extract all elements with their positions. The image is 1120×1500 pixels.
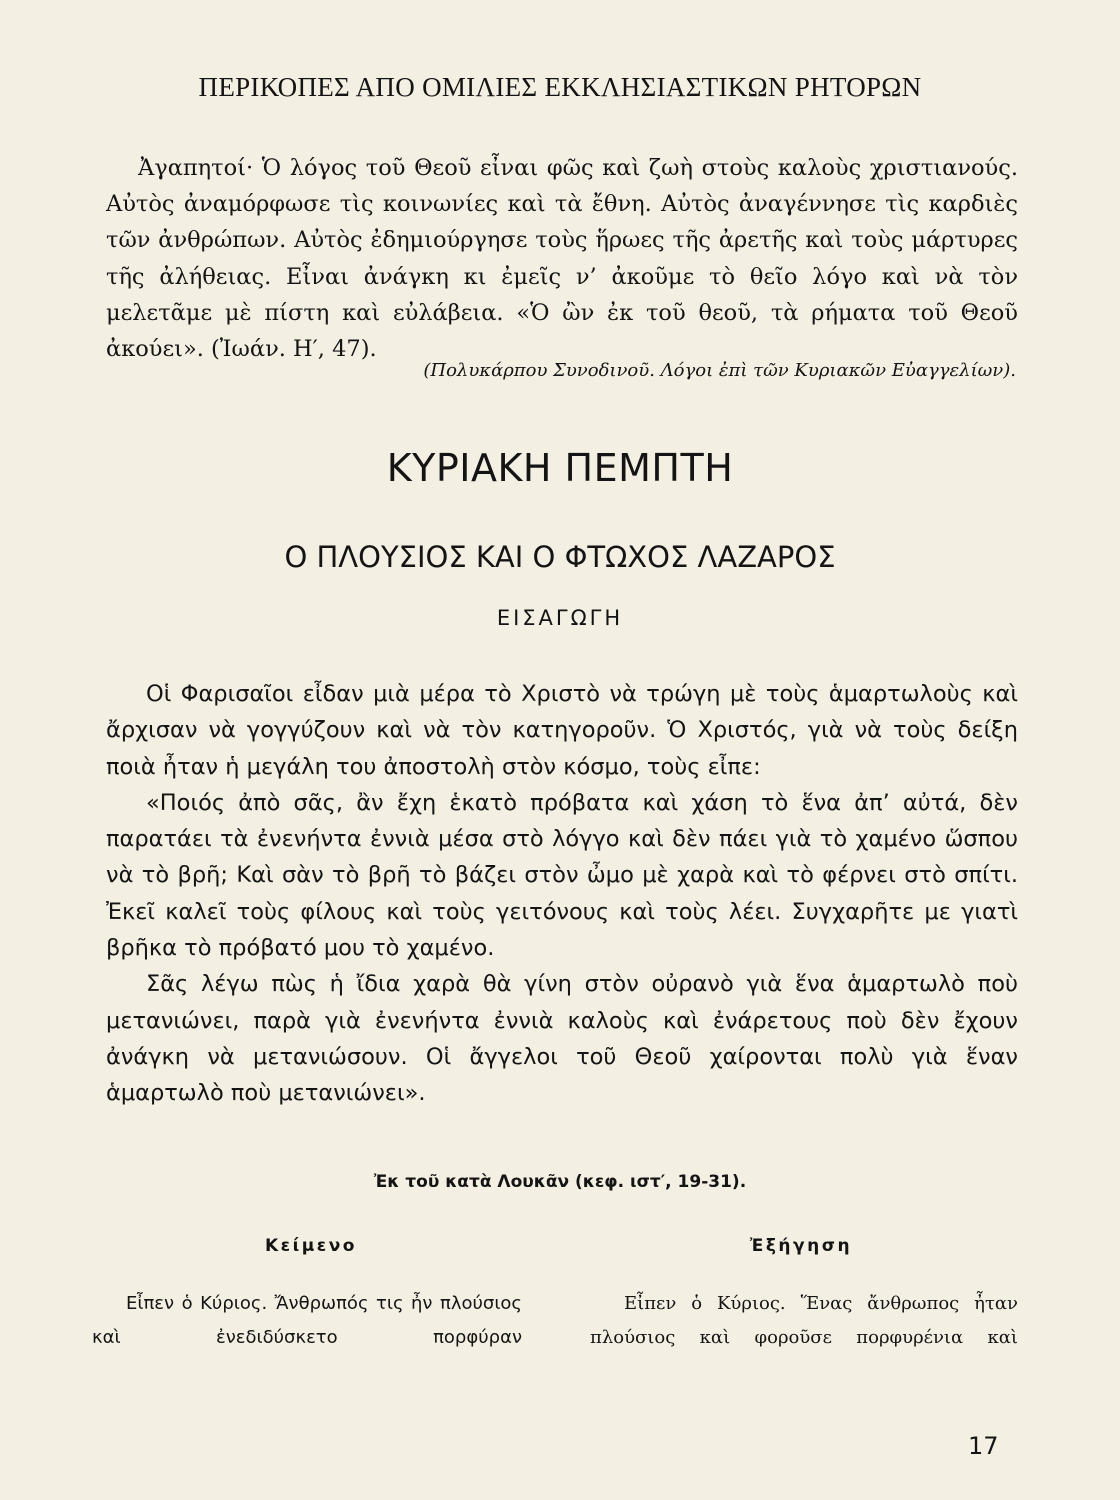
page-number: 17 — [968, 1432, 999, 1460]
body-paragraph-3: Σᾶς λέγω πὼς ἡ ἴδια χαρὰ θὰ γίνη στὸν οὐρανὸ γιὰ ἕνα ἁμαρτωλὸ ποὺ μετανιώνει, παρὰ γιὰ ἐνενήντα ἐννιὰ καλοὺς καὶ ἐνάρετους ποὺ δὲν ἔχουν ἀνάγκη νὰ μετανιώσουν. Οἱ ἄγγελοι τοῦ Θεοῦ χαίρονται πολὺ γιὰ ἕναν ἁμαρτωλὸ ποὺ μετανιώνει». — [106, 971, 1018, 1107]
right-column-heading: Ἐξήγηση — [749, 1236, 853, 1256]
body-paragraph-1: Οἱ Φαρισαῖοι εἶδαν μιὰ μέρα τὸ Χριστὸ νὰ τρώγη μὲ τοὺς ἁμαρτωλοὺς καὶ ἄρχισαν νὰ γογγύζουν καὶ νὰ τὸν κατηγοροῦν. Ὁ Χριστός, γιὰ νὰ τοὺς δείξη ποιὰ ἦταν ἡ μεγάλη του ἀποστολὴ στὸν κόσμο, τοὺς εἶπε: — [106, 681, 1018, 780]
left-column-heading: Κείμενο — [265, 1236, 357, 1256]
explanation-column — [590, 1287, 1018, 1355]
day-title: ΚΥΡΙΑΚΗ ΠΕΜΠΤΗ — [386, 446, 734, 490]
original-text-column — [92, 1287, 522, 1355]
gospel-reference: Ἐκ τοῦ κατὰ Λουκᾶν (κεφ. ιστ′, 19-31). — [373, 1172, 747, 1192]
running-head: ΠΕΡΙΚΟΠΕΣ ΑΠΟ ΟΜΙΛΙΕΣ ΕΚΚΛΗΣΙΑΣΤΙΚΩΝ ΡΗΤΟΡΩΝ — [198, 72, 922, 102]
introduction-body — [106, 676, 1018, 1112]
original-text: Εἶπεν ὁ Κύριος. Ἄνθρωπός τις ἦν πλούσιος καὶ ἐνεδιδύσκετο πορφύραν — [92, 1293, 522, 1348]
intro-text: Ἀγαπητοί· Ὁ λόγος τοῦ Θεοῦ εἶναι φῶς καὶ ζωὴ στοὺς καλοὺς χριστιανούς. Αὐτὸς ἀναμόρφωσε τὶς κοινωνίες καὶ τὰ ἔθνη. Αὐτὸς ἀναγέννησε τὶς καρδιὲς τῶν ἀνθρώπων. Αὐτὸς ἐδημιούργησε τοὺς ἥρωες τῆς ἀρετῆς καὶ τοὺς μάρτυρες τῆς ἀλήθειας. Εἶναι ἀνάγκη κι ἐμεῖς ν’ ἀκοῦμε τὸ θεῖο λόγο καὶ νὰ τὸν μελετᾶμε μὲ πίστη καὶ εὐλάβεια. «Ὁ ὢν ἐκ τοῦ θεοῦ, τὰ ρήματα τοῦ Θεοῦ ἀκούει». (Ἰωάν. Η′, 47). — [106, 155, 1018, 363]
explanation-text: Εἶπεν ὁ Κύριος. Ἕνας ἄνθρωπος ἦταν πλούσιος καὶ φοροῦσε πορφυρένια καὶ — [590, 1293, 1018, 1348]
section-label: ΕΙΣΑΓΩΓΗ — [496, 606, 624, 630]
body-paragraph-2: «Ποιός ἀπὸ σᾶς, ἂν ἔχη ἑκατὸ πρόβατα καὶ χάση τὸ ἕνα ἀπ’ αὐτά, δὲν παρατάει τὰ ἐνενήντα ἐννιὰ μέσα στὸ λόγγο καὶ δὲν πάει γιὰ τὸ χαμένο ὥσπου νὰ τὸ βρῆ; Καὶ σὰν τὸ βρῆ τὸ βάζει στὸν ὦμο μὲ χαρὰ καὶ τὸ φέρνει στὸ σπίτι. Ἐκεῖ καλεῖ τοὺς φίλους καὶ τοὺς γειτόνους καὶ τοὺς λέει. Συγχαρῆτε με γιατὶ βρῆκα τὸ πρόβατό μου τὸ χαμένο. — [106, 789, 1018, 962]
source-citation: (Πολυκάρπου Συνοδινοῦ. Λόγοι ἐπὶ τῶν Κυριακῶν Εὐαγγελίων). — [423, 360, 1016, 381]
parable-title: Ο ΠΛΟΥΣΙΟΣ ΚΑΙ Ο ΦΤΩΧΟΣ ΛΑΖΑΡΟΣ — [284, 540, 836, 574]
intro-paragraph — [106, 150, 1018, 367]
